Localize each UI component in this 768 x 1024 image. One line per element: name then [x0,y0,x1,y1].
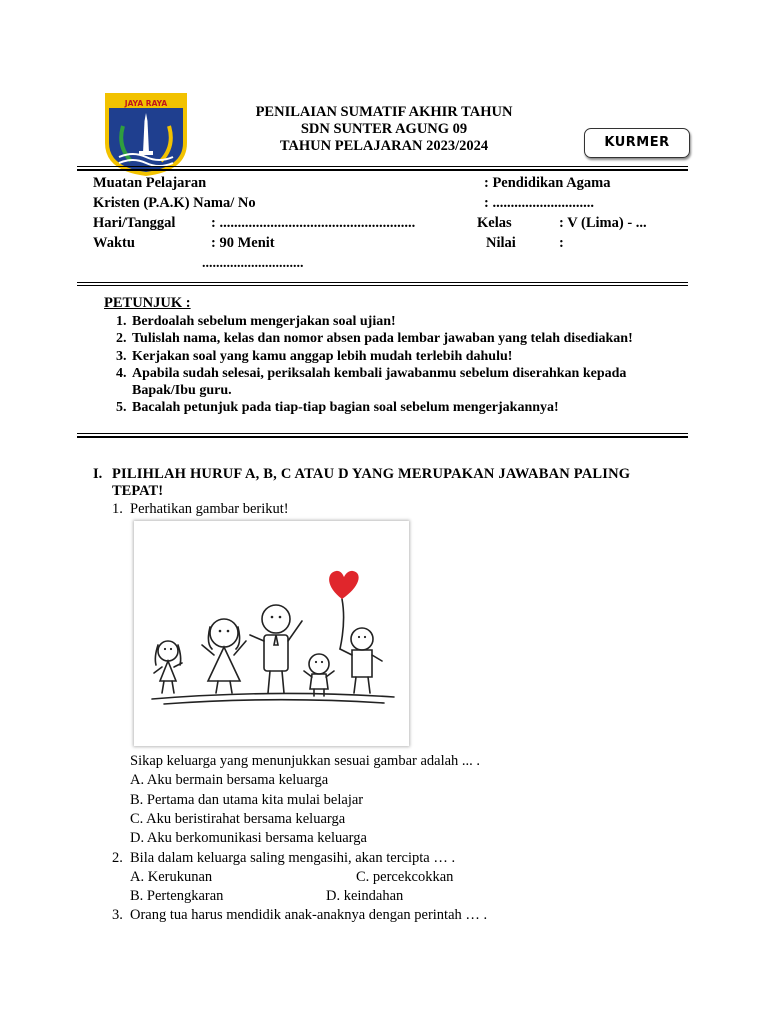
instruction-item: 4. Apabila sudah selesai, periksalah kembali jawabanmu sebelum diserahkan kepada Bapak/Ibu guru. [130,365,690,400]
nilai-label: Nilai [486,235,516,251]
instruction-item: 5. Bacalah petunjuk pada tiap-tiap bagian soal sebelum mengerjakannya! [130,399,690,416]
q3-number: 3. [112,907,123,923]
section-title-line-2: TEPAT! [112,483,164,499]
q1-intro: Perhatikan gambar berikut! [130,501,289,517]
nilai-value: : [559,235,564,251]
family-drawing [134,521,409,746]
q2-option-a: A. Kerukunan [130,869,213,885]
logo-text: JAYA RAYA [124,99,168,108]
q1-option-c: C. Aku beristirahat bersama keluarga [130,811,346,827]
q3-stem: Orang tua harus mendidik anak-anaknya dengan perintah … . [130,907,488,923]
kelas-label: Kelas [477,215,512,231]
title-line-3: TAHUN PELAJARAN 2023/2024 [279,138,489,154]
title-line-1: PENILAIAN SUMATIF AKHIR TAHUN [255,104,513,120]
family-illustration [134,521,409,746]
waktu-value: : 90 Menit [211,235,275,251]
dots-line: ............................. [202,256,304,271]
q1-stem: Sikap keluarga yang menunjukkan sesuai gambar adalah ... . [130,753,481,769]
heart-balloon [329,571,359,599]
q1-option-a: A. Aku bermain bersama keluarga [130,772,329,788]
petunjuk-rule-thick [77,436,688,438]
instruction-item: 1. Berdoalah sebelum mengerjakan soal ujian! [130,313,690,330]
q1-number: 1. [112,501,123,517]
kelas-value: : V (Lima) - ... [559,215,647,231]
instruction-item: 2. Tulislah nama, kelas dan nomor absen pada lembar jawaban yang telah disediakan! [130,330,690,347]
header-rule-thin [77,166,688,167]
muatan-label: Muatan Pelajaran [93,175,207,191]
q2-stem: Bila dalam keluarga saling mengasihi, akan tercipta … . [130,850,456,866]
identity-rule-thick [77,282,688,283]
hari-value: : ...................................................... [211,215,416,231]
nama-value: : ............................ [484,195,594,211]
q2-option-b: B. Pertengkaran [130,888,224,904]
kristen-nama-label: Kristen (P.A.K) Nama/ No [93,195,256,211]
header-rule-thick [77,169,688,171]
section-numeral: I. [93,466,103,482]
identity-rule-thin [77,285,688,286]
muatan-value: : Pendidikan Agama [484,175,611,191]
instruction-item: 3. Kerjakan soal yang kamu anggap lebih mudah terlebih dahulu! [130,348,690,365]
q2-option-d: D. keindahan [326,888,404,904]
section-title-line-1: PILIHLAH HURUF A, B, C ATAU D YANG MERUPAKAN JAWABAN PALING [112,466,631,482]
instruction-list [104,313,690,417]
kurmer-badge: KURMER [584,128,690,158]
petunjuk-title: PETUNJUK : [104,295,191,311]
q1-option-d: D. Aku berkomunikasi bersama keluarga [130,830,367,846]
q2-number: 2. [112,850,123,866]
q1-option-b: B. Pertama dan utama kita mulai belajar [130,792,364,808]
waktu-label: Waktu [93,235,135,251]
q2-option-c: C. percekcokkan [356,869,454,885]
petunjuk-rule-thin [77,433,688,434]
hari-label: Hari/Tanggal [93,215,176,231]
title-line-2: SDN SUNTER AGUNG 09 [300,121,468,137]
